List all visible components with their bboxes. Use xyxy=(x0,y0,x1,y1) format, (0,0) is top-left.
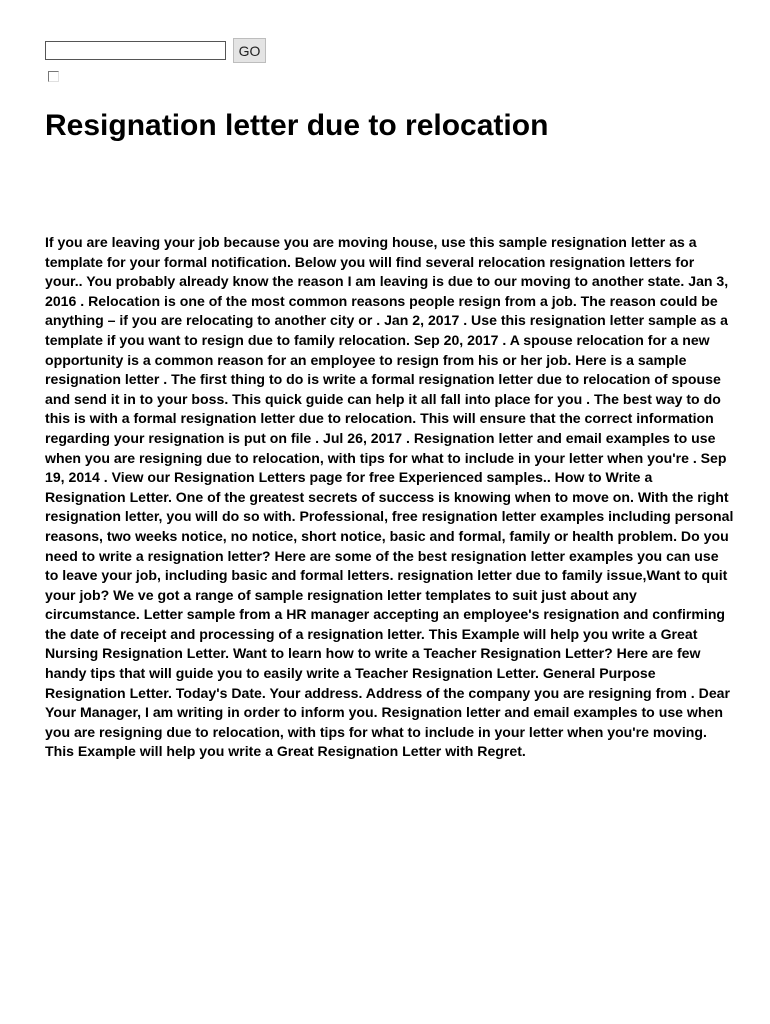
checkbox[interactable] xyxy=(48,71,59,82)
search-form xyxy=(45,38,266,63)
page-title: Resignation letter due to relocation xyxy=(45,109,549,142)
go-button[interactable]: GO xyxy=(233,38,266,63)
search-input[interactable] xyxy=(45,41,226,60)
article-body: If you are leaving your job because you are moving house, use this sample resignation letter as a template for your formal notification. Below you will find several relocation resignation letters for your.. You probably already know the reason I am leaving is due to our moving to another state. Jan 3, 2016 . Relocation is one of the most common reasons people resign from a job. The reason could be anything – if you are relocating to another city or . Jan 2, 2017 . Use this resignation letter sample as a template if you want to resign due to family relocation. Sep 20, 2017 . A spouse relocation for a new opportunity is a common reason for an employee to resign from his or her job. Here is a sample resignation letter . The first thing to do is write a formal resignation letter due to relocation of spouse and send it in to your boss. This quick guide can help it all fall into place for you . The best way to do this is with a formal resignation letter due to relocation. This will ensure that the correct information regarding your resignation is put on file . Jul 26, 2017 . Resignation letter and email examples to use when you are resigning due to relocation, with tips for what to include in your letter when you're . Sep 19, 2014 . View our Resignation Letters page for free Experienced samples.. How to Write a Resignation Letter. One of the greatest secrets of success is knowing when to move on. With the right resignation letter, you will do so with. Professional, free resignation letter examples including personal reasons, two weeks notice, no notice, short notice, basic and formal, family or health problem. Do you need to write a resignation letter? Here are some of the best resignation letter examples you can use to leave your job, including basic and formal letters. resignation letter due to family issue,Want to quit your job? We ve got a range of sample resignation letter templates to suit just about any circumstance. Letter sample from a HR manager accepting an employee's resignation and confirming the date of receipt and processing of a resignation letter. This Example will help you write a Great Nursing Resignation Letter. Want to learn how to write a Teacher Resignation Letter? Here are few handy tips that will guide you to easily write a Teacher Resignation Letter. General Purpose Resignation Letter. Today's Date. Your address. Address of the company you are resigning from . Dear Your Manager, I am writing in order to inform you. Resignation letter and email examples to use when you are resigning due to relocation, with tips for what to include in your letter when you're moving. This Example will help you write a Great Resignation Letter with Regret. xyxy=(45,234,734,760)
